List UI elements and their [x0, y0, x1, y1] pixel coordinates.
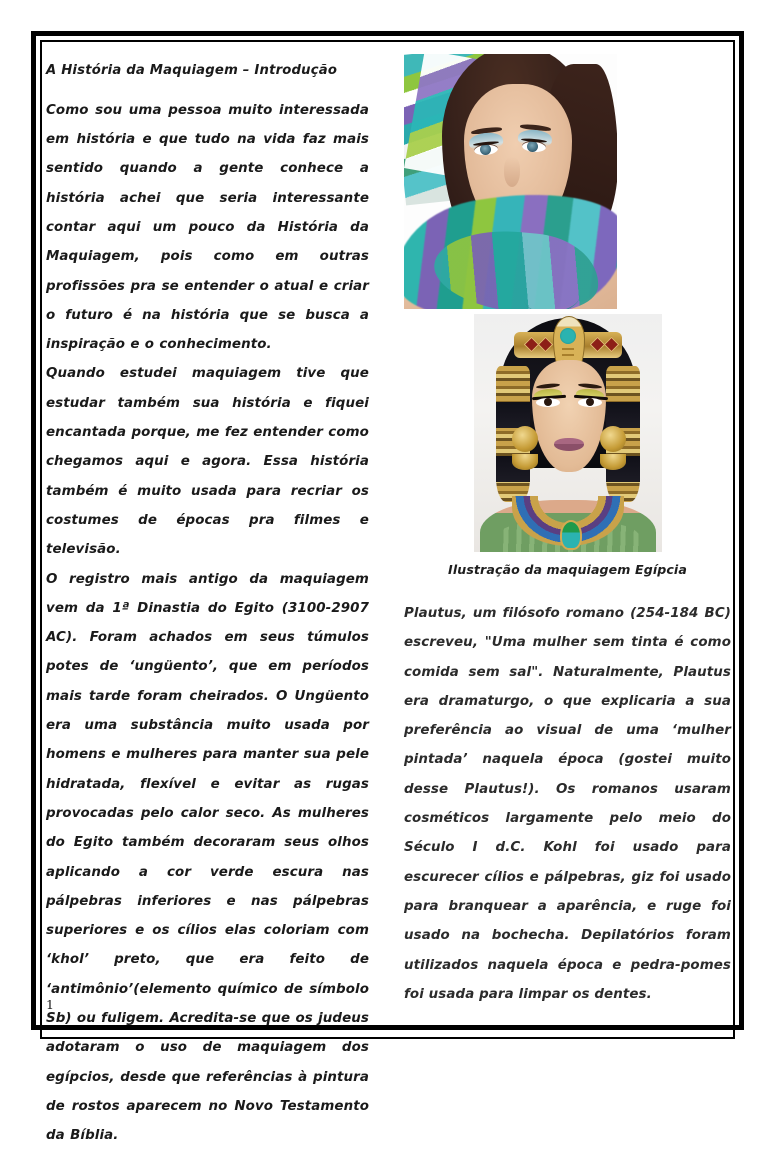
paragraph-plautus: Plautus, um filósofo romano (254-184 BC) escreveu, "Uma mulher sem tinta é como comida sem sal". Naturalmente, Plautus era dramaturgo, o que explicaria a sua preferência ao visual de uma ‘mulher pintada’ naquela época (gostei muito desse Plautus!). Os romanos usaram cosméticos largamente pelo meio do Século I d.C. Kohl foi usado para escurecer cílios e pálpebras, giz foi usado para branquear a aparência, e ruge foi usado na bochecha. Depilatórios foram utilizados naquela época e pedra-pomes foi usada para limpar os dentes. [404, 606, 731, 1002]
paragraph-estudo: Quando estudei maquiagem tive que estudar também sua história e fiquei encantada porque, me fez entender como chegamos aqui e agora. Essa história também é muito usada para recriar os costumes de épocas pra filmes e televisão. [46, 366, 369, 558]
egyptian-cobra-turquoise-inlay [560, 328, 576, 344]
egyptian-earring-left [512, 426, 538, 452]
egyptian-lips [554, 438, 584, 451]
left-text-column [46, 62, 369, 1151]
right-content-column [404, 54, 731, 1009]
egyptian-scarab-pendant [560, 520, 582, 550]
page-title: A História da Maquiagem – Introdução [46, 63, 338, 78]
egyptian-hair-band-upper-left [496, 402, 530, 428]
figure-model-photo [404, 54, 617, 309]
model-iris-right [527, 141, 538, 152]
egyptian-earring-drop-left [512, 454, 538, 470]
page-content [44, 44, 731, 1144]
model-iris-left [480, 144, 491, 155]
egyptian-earring-right [600, 426, 626, 452]
figure-egyptian-illustration [474, 314, 662, 552]
page-number: 1 [46, 997, 54, 1012]
paragraph-egito: O registro mais antigo da maquiagem vem da 1ª Dinastia do Egito (3100-2907 AC). Foram achados em seus túmulos potes de ‘ungüento’, que em períodos mais tarde foram cheirados. O Ungüento era uma substância muito usada por homens e mulheres para manter sua pele hidratada, flexível e evitar as rugas provocadas pelo calor seco. As mulheres do Egito também decoraram seus olhos aplicando a cor verde escura nas pálpebras inferiores e nas pálpebras superiores e os cílios elas coloriam com ‘khol’ preto, que era feito de ‘antimônio’(elemento químico de símbolo Sb) ou fuligem. Acredita-se que os judeus adotaram o uso de maquiagem dos egípcios, desde que referências à pintura de rostos aparecem no Novo Testamento da Bíblia. [46, 571, 369, 1144]
figure-caption: Ilustração da maquiagem Egípcia [448, 562, 687, 577]
model-nose [504, 157, 520, 187]
egyptian-earring-drop-right [600, 454, 626, 470]
model-necklace [523, 279, 582, 309]
egyptian-pupil-left [544, 398, 552, 406]
paragraph-intro: Como sou uma pessoa muito interessada em história e que tudo na vida faz mais sentido quando a gente conhece a história achei que seria interessante contar aqui um pouco da História da Maquiagem, pois como em outras profissões pra se entender o atual e criar o futuro é na história que se busca a inspiração e o conhecimento. [46, 102, 369, 353]
egyptian-hair-band-upper-right [606, 402, 640, 428]
egyptian-pupil-right [586, 398, 594, 406]
